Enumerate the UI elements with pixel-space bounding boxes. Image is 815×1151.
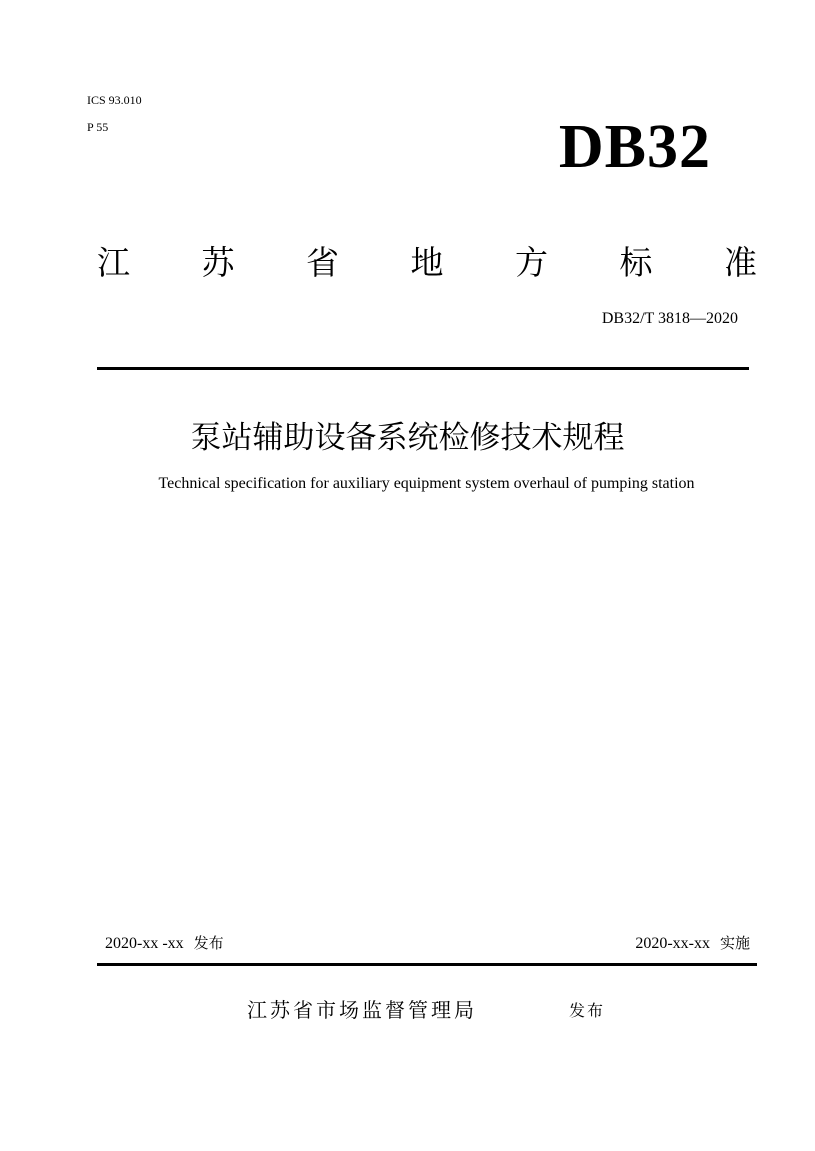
issuing-authority: 江苏省市场监督管理局 [247, 998, 477, 1022]
issue-date [105, 933, 224, 954]
standard-type-char: 江 [97, 243, 130, 282]
standard-code-logo: DB32 [558, 113, 711, 181]
standard-type-char: 准 [724, 243, 757, 282]
implementation-date [635, 933, 750, 954]
issue-date-value: 2020-xx -xx [105, 935, 184, 952]
standard-type-char: 地 [410, 243, 444, 282]
ics-code: ICS 93.010 [87, 93, 142, 107]
implementation-date-label: 实施 [719, 934, 750, 952]
standard-type-char: 方 [515, 243, 548, 282]
document-title-cn: 泵站辅助设备系统检修技术规程 [190, 420, 625, 456]
issue-date-label: 发布 [193, 934, 224, 952]
classification-code: P 55 [87, 120, 109, 134]
standard-type-heading [97, 241, 757, 285]
standard-type-char: 标 [619, 243, 653, 282]
standard-type-char: 苏 [201, 243, 235, 282]
top-divider [97, 367, 749, 370]
issuing-action: 发布 [569, 1001, 606, 1020]
implementation-date-value: 2020-xx-xx [635, 935, 710, 952]
standard-type-char: 省 [306, 243, 339, 282]
bottom-divider [97, 963, 757, 966]
standard-number: DB32/T 3818—2020 [601, 310, 738, 327]
document-title-en: Technical specification for auxiliary equipment system overhaul of pumping station [158, 475, 695, 492]
